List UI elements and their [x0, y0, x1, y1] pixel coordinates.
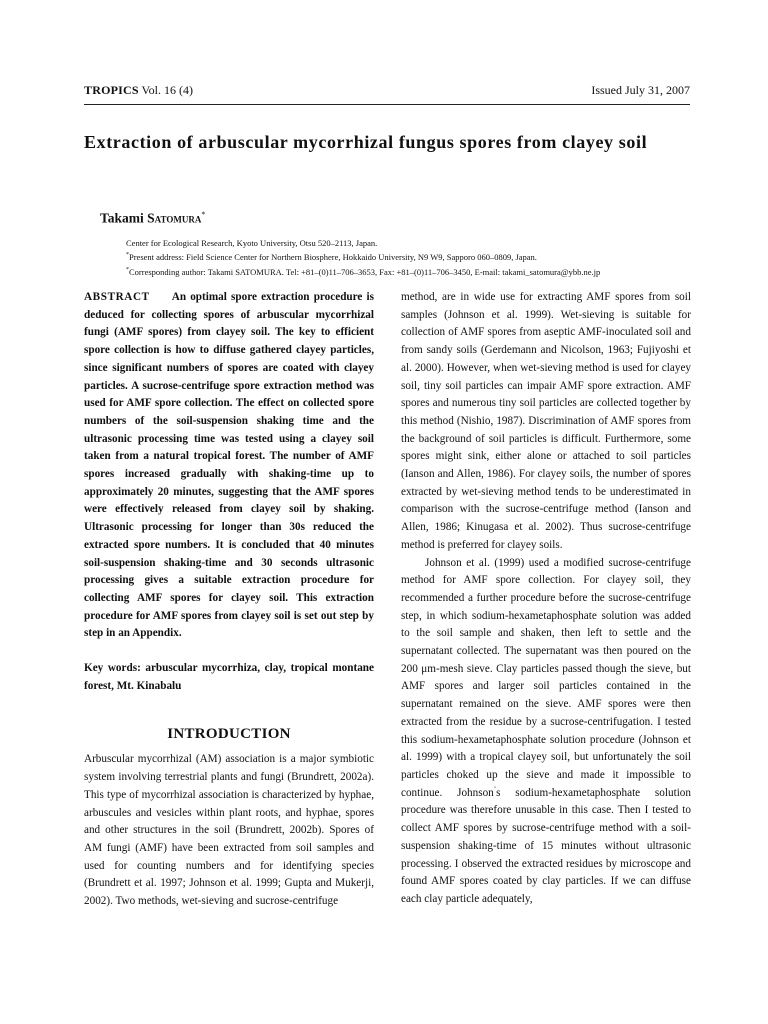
abstract — [84, 289, 374, 643]
paragraph-text: s sodium-hexametaphosphate solution procedure was therefore unusable in this case. Then I tested to collect AMF spores by sucrose-centrifuge method with a soil-suspension shaking-time of 15 minutes without ultrasonic processing. I observed the extracted residues by microscope and found AMF spores coated by clay particles. If we can diffuse each clay particle adequately, — [401, 786, 691, 905]
author-given-name: Takami — [100, 210, 144, 226]
affiliation-mark: * — [126, 252, 129, 259]
author-footnote-mark: * — [201, 210, 206, 219]
abstract-label: ABSTRACT — [84, 291, 150, 303]
left-column — [84, 289, 374, 911]
affiliation-mark: * — [126, 266, 129, 273]
header-rule — [84, 104, 690, 105]
affiliation-line — [126, 264, 686, 278]
apostrophe-mark: ’ — [493, 784, 497, 793]
introduction-paragraph-2 — [401, 555, 691, 909]
introduction-paragraph-continued: method, are in wide use for extracting AMF spores from soil samples (Johnson et al. 1999). Wet-sieving is suitable for collection of AMF spores from aseptic AMF-inoculated soil and from sandy soils (Gerdemann and Nicolson, 1963; Fujiyoshi et al. 2000). However, when wet-sieving method is used for clayey soil, tiny soil particles can impair AMF spore extraction. AMF spores and numerous tiny soil particles are collected together by this method (Nishio, 1987). Discrimination of AMF spores from the background of soil particles is difficult. Furthermore, some spores might sink, either alone or attached to soil particles (Ianson and Allen, 1986). For clayey soils, the number of spores extracted by wet-sieving method tends to be underestimated in comparison with the sucrose-centrifuge method (Ianson and Allen, 1986; Kinugasa et al. 2002). Thus sucrose-centrifuge method is preferred for clayey soils. — [401, 291, 691, 551]
right-column — [401, 289, 691, 909]
affiliation-line — [126, 235, 686, 249]
issue-date: Issued July 31, 2007 — [591, 83, 690, 97]
keywords: Key words: arbuscular mycorrhiza, clay, tropical montane forest, Mt. Kinabalu — [84, 662, 374, 692]
author-line — [100, 206, 205, 228]
abstract-text: An optimal spore extraction procedure is deduced for collecting spores of arbuscular mycorrhizal fungi (AMF spores) from clayey soil. The key to efficient spore collection is how to diffuse gathered clayey particles, since significant numbers of spores are coated with clayey particles. A sucrose-centrifuge spore extraction method was used for AMF spore collection. The effect on collected spore numbers of the soil-suspension shaking time and the ultrasonic processing time was tested using a clayey soil taken from a natural tropical forest. The number of AMF spores increased gradually with shaking-time up to approximately 20 minutes, suggesting that the AMF spores were effectively released from clayey soil by shaking. Ultrasonic processing for longer than 30s reduced the extracted spore numbers. It is concluded that 40 minutes soil-suspension shaking-time and 30 seconds ultrasonic processing gives a suitable extraction procedure for collecting AMF spores for clayey soil. This extraction procedure for AMF spores from clayey soil is set out step by step in an Appendix. — [84, 291, 374, 640]
introduction-paragraph: Arbuscular mycorrhizal (AM) association is a major symbiotic system involving terrestrial plants and fungi (Brundrett, 2002a). This type of mycorrhizal association is characterized by hyphae, arbuscules and vesicles within plant roots, and hyphae, spores and other structures in the soil (Brundrett, 2002b). Spores of AM fungi (AMF) have been extracted from soil samples and used for counting numbers and for identifying species (Brundrett et al. 1997; Johnson et al. 1999; Gupta and Mukerji, 2002). Two methods, wet-sieving and sucrose-centrifuge — [84, 753, 374, 908]
journal-name: TROPICS — [84, 83, 139, 97]
affiliation-text: Corresponding author: Takami SATOMURA. Tel: +81–(0)11–706–3653, Fax: +81–(0)11–706–3450, E-mail: takami_satomura@ybb.ne.jp — [129, 266, 601, 277]
paragraph-text: Johnson et al. (1999) used a modified sucrose-centrifuge method for AMF spore collection. For clayey soil, they recommended a further procedure before the sucrose-centrifuge step, in which sodium-hexametaphosphate solution was added to the soil sample and shaken, then left to settle and the supernatant collected. The supernatant was then poured on the 200 μm-mesh sieve. Clay particles passed though the sieve, but AMF spores and larger soil particles contained in the supernatant remained on the sieve. AMF spores were then extracted from the residue by a sucrose-centrifugation. I tested this sodium-hexametaphosphate solution procedure (Johnson et al. 1999) with a tropical clayey soil, but unfortunately the soil particles choked up the sieve and made it impossible to continue. Johnson — [401, 556, 691, 799]
affiliation-text: Center for Ecological Research, Kyoto University, Otsu 520–2113, Japan. — [126, 237, 378, 248]
running-head-journal — [84, 82, 193, 98]
section-heading-introduction: INTRODUCTION — [167, 726, 291, 743]
affiliation-line — [126, 249, 686, 263]
article-title: Extraction of arbuscular mycorrhizal fungus spores from clayey soil — [84, 132, 648, 152]
journal-volume: Vol. 16 (4) — [141, 83, 193, 97]
author-family-name: Satomura — [147, 210, 202, 226]
affiliations — [126, 235, 686, 278]
affiliation-text: Present address: Field Science Center for Northern Biosphere, Hokkaido University, N9 W9, Sapporo 060–0809, Japan. — [129, 252, 537, 263]
